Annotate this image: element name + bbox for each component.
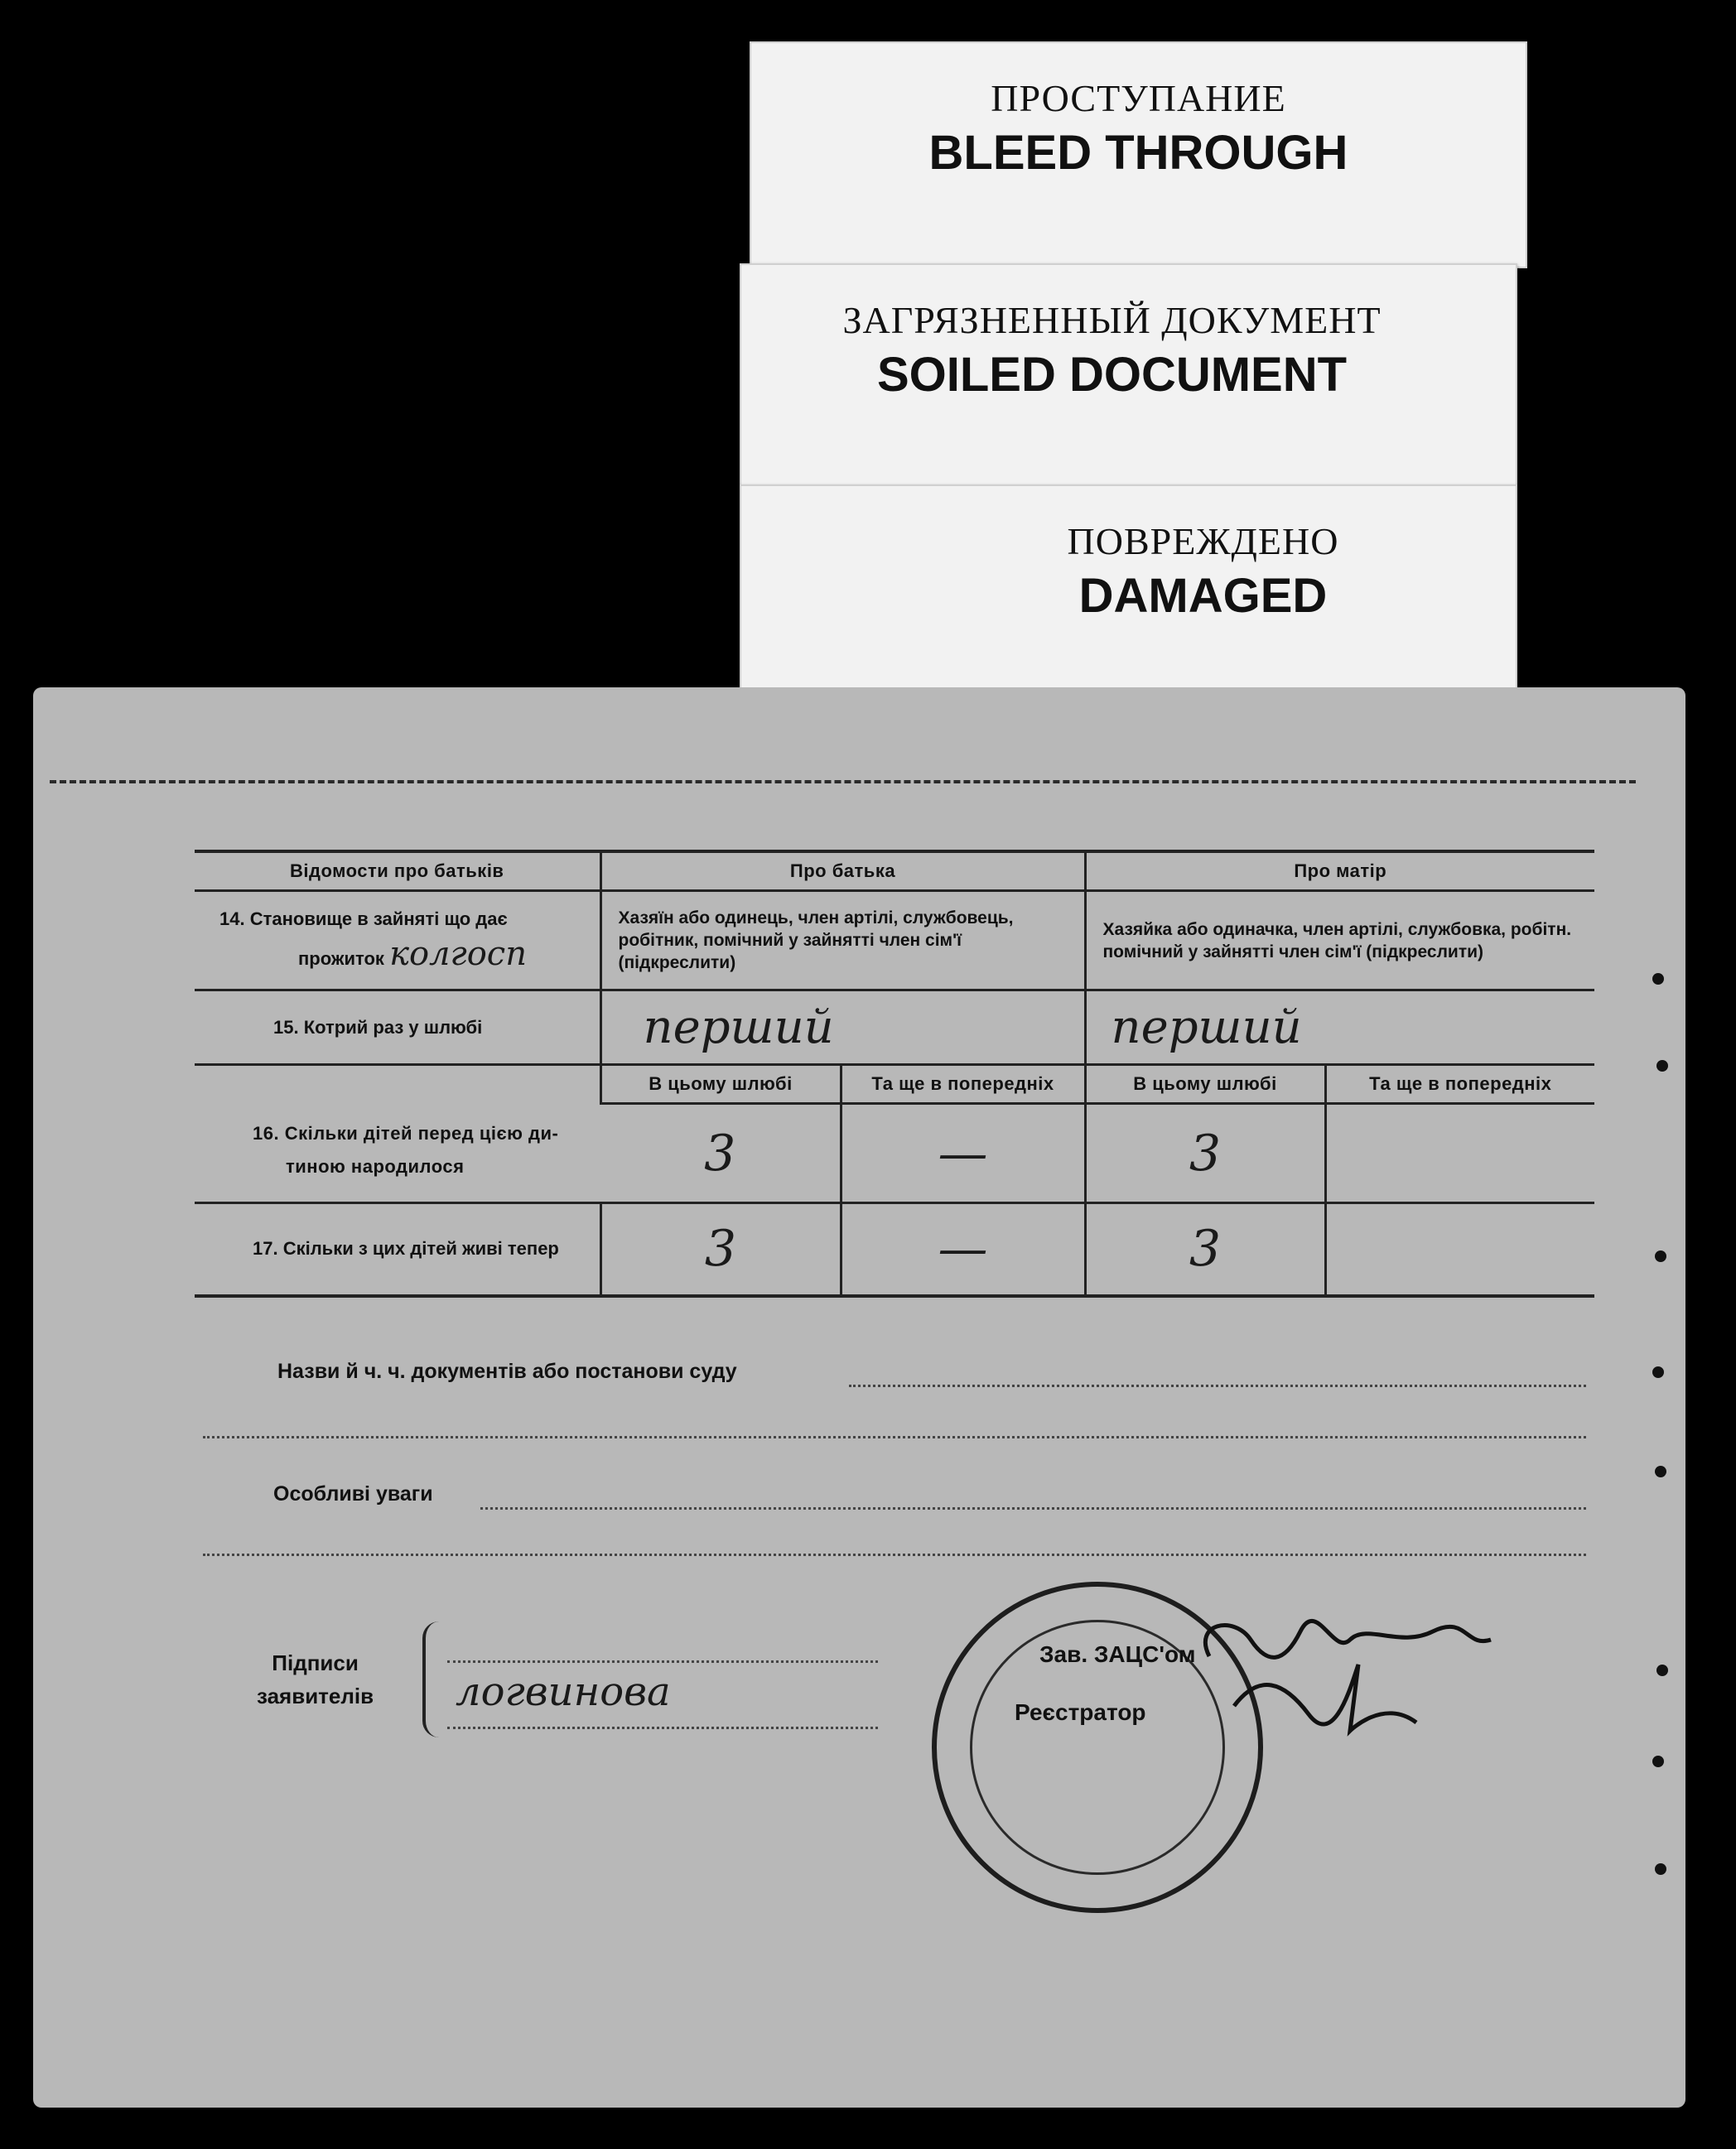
signatures-label-a: Підписи bbox=[272, 1650, 359, 1675]
signature-brace bbox=[422, 1621, 442, 1737]
row14-label-a: 14. Становище в зайняті що дає bbox=[219, 908, 508, 929]
header-father: Про батька bbox=[600, 851, 1085, 891]
applicant-signature: логвинова bbox=[456, 1669, 671, 1715]
subheader-mother-prev: Та ще в попередніх bbox=[1325, 1065, 1594, 1104]
header-mother: Про матір bbox=[1085, 851, 1594, 891]
punch-hole bbox=[1656, 1060, 1668, 1072]
punch-hole bbox=[1652, 1366, 1664, 1378]
official-signatures bbox=[1184, 1607, 1499, 1764]
row17-father-prev: — bbox=[841, 1203, 1085, 1296]
label-card-damaged bbox=[740, 484, 1517, 691]
subheader-father-prev: Та ще в попередніх bbox=[841, 1065, 1085, 1104]
punch-hole bbox=[1652, 1756, 1664, 1767]
label-ru: ПРОСТУПАНИЕ bbox=[991, 77, 1286, 119]
perforation-line bbox=[50, 780, 1636, 783]
row16-mother-this: 3 bbox=[1085, 1104, 1325, 1203]
signature-line-2 bbox=[447, 1727, 878, 1729]
row17-father-this: 3 bbox=[600, 1203, 841, 1296]
zags-head-label: Зав. ЗАЦС'ом bbox=[1039, 1641, 1196, 1667]
row17-label: 17. Скільки з цих дітей живі тепер bbox=[195, 1203, 600, 1296]
label-en: DAMAGED bbox=[1078, 569, 1328, 623]
remarks-line bbox=[480, 1507, 1586, 1510]
row16-father-this: 3 bbox=[600, 1104, 841, 1203]
row16-mother-prev bbox=[1325, 1104, 1594, 1203]
remarks-label: Особливі уваги bbox=[273, 1482, 433, 1506]
signature-line-1 bbox=[447, 1660, 878, 1663]
documents-line-2 bbox=[203, 1436, 1586, 1438]
documents-label: Назви й ч. ч. документів або постанови суду bbox=[277, 1360, 737, 1383]
row16-label-a: 16. Скільки дітей перед цією ди- bbox=[253, 1123, 559, 1144]
parents-info-table bbox=[195, 850, 1594, 1298]
registrar-label: Реєстратор bbox=[1015, 1699, 1146, 1725]
row16-label bbox=[195, 1065, 600, 1203]
row15-mother-hand: перший bbox=[1085, 990, 1594, 1065]
signatures-label bbox=[257, 1646, 374, 1713]
signatures-label-b: заявителів bbox=[257, 1684, 374, 1708]
row14-mother-text: Хазяйка або одиначка, член артілі, службовка, робітн. помічний у зайнятті член сім'ї (підкреслити) bbox=[1085, 891, 1594, 990]
punch-hole bbox=[1655, 1250, 1666, 1262]
punch-hole bbox=[1655, 1863, 1666, 1875]
label-ru: ПОВРЕЖДЕНО bbox=[1067, 520, 1339, 562]
table-row-14 bbox=[195, 891, 1594, 990]
table-row-15 bbox=[195, 990, 1594, 1065]
row14-label bbox=[195, 891, 600, 990]
subheader-mother-this: В цьому шлюбі bbox=[1085, 1065, 1325, 1104]
table-header-row bbox=[195, 851, 1594, 891]
header-parents: Відомости про батьків bbox=[195, 851, 600, 891]
label-ru: ЗАГРЯЗНЕННЫЙ ДОКУМЕНТ bbox=[842, 299, 1382, 341]
label-en: BLEED THROUGH bbox=[928, 126, 1348, 180]
row14-handwriting: колгосп bbox=[389, 934, 527, 973]
label-en: SOILED DOCUMENT bbox=[876, 348, 1348, 402]
label-card-soiled-document bbox=[740, 263, 1517, 492]
row16-label-b: тиною народилося bbox=[286, 1156, 465, 1177]
row16-father-prev: — bbox=[841, 1104, 1085, 1203]
row15-label: 15. Котрий раз у шлюбі bbox=[195, 990, 600, 1065]
punch-hole bbox=[1652, 973, 1664, 985]
row14-label-b: прожиток bbox=[298, 947, 384, 969]
row17-mother-this: 3 bbox=[1085, 1203, 1325, 1296]
document-sheet bbox=[33, 687, 1685, 2108]
row15-father-hand: перший bbox=[600, 990, 1085, 1065]
table-row-17 bbox=[195, 1203, 1594, 1296]
punch-hole bbox=[1655, 1466, 1666, 1477]
documents-line bbox=[849, 1385, 1586, 1387]
table-subheader-row bbox=[195, 1065, 1594, 1104]
row14-father-text: Хазяїн або одинець, член артілі, службовець, робітник, помічний у зайнятті член сім'ї (підкреслити) bbox=[600, 891, 1085, 990]
label-card-bleed-through bbox=[750, 41, 1527, 268]
row17-mother-prev bbox=[1325, 1203, 1594, 1296]
remarks-line-2 bbox=[203, 1554, 1586, 1556]
punch-hole bbox=[1656, 1665, 1668, 1676]
subheader-father-this: В цьому шлюбі bbox=[600, 1065, 841, 1104]
